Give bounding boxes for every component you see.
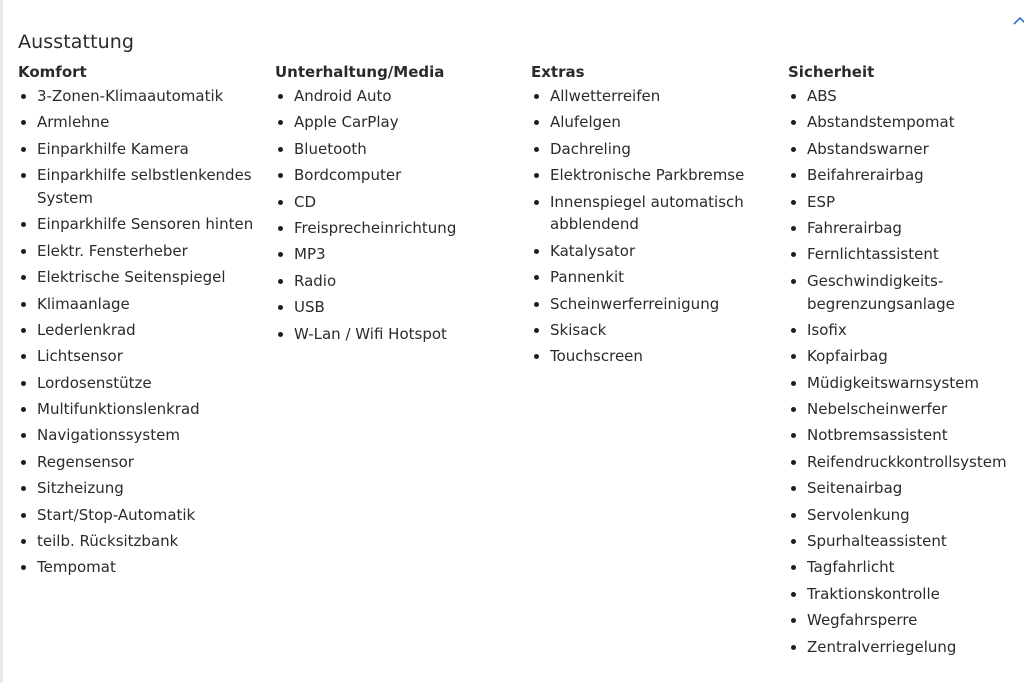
list-item bbox=[275, 191, 515, 214]
list-item-label: Klimaanlage bbox=[37, 294, 130, 313]
list-item bbox=[788, 164, 1018, 187]
bullet-icon bbox=[791, 147, 796, 152]
list-item bbox=[531, 240, 771, 263]
column-heading: Extras bbox=[531, 63, 585, 81]
list-item bbox=[788, 372, 1018, 395]
bullet-icon bbox=[534, 302, 539, 307]
list-item-label: ESP bbox=[807, 192, 836, 211]
list-item-label: Bordcomputer bbox=[294, 166, 402, 185]
bullet-icon bbox=[278, 120, 283, 125]
bullet-icon bbox=[21, 433, 26, 438]
list-item bbox=[18, 556, 258, 579]
list-item-label: Beifahrerairbag bbox=[807, 166, 924, 185]
list-item bbox=[18, 530, 258, 553]
bullet-icon bbox=[278, 332, 283, 337]
list-item-label: Müdigkeitswarnsystem bbox=[807, 373, 980, 392]
list-item bbox=[788, 477, 1018, 500]
list-item-label: Skisack bbox=[550, 320, 607, 339]
list-item-label: USB bbox=[294, 298, 325, 317]
list-item-label: Servolenkung bbox=[807, 505, 910, 524]
bullet-icon bbox=[278, 147, 283, 152]
list-item-label: Seitenairbag bbox=[807, 479, 903, 498]
column-extras bbox=[531, 62, 771, 372]
bullet-icon bbox=[21, 354, 26, 359]
column-heading: Komfort bbox=[18, 63, 87, 81]
list-item-label: Touchscreen bbox=[550, 347, 643, 366]
list-item-label: Lichtsensor bbox=[37, 347, 123, 366]
bullet-icon bbox=[278, 200, 283, 205]
list-item-label: Nebelscheinwerfer bbox=[807, 400, 948, 419]
bullet-icon bbox=[21, 173, 26, 178]
list-item bbox=[531, 164, 771, 187]
list-item bbox=[275, 111, 515, 134]
list-item-label: Geschwindigkeits-begrenzungsanlage bbox=[807, 271, 955, 313]
list-item bbox=[18, 266, 258, 289]
list-item-label: 3-Zonen-Klimaautomatik bbox=[37, 87, 224, 105]
bullet-icon bbox=[791, 565, 796, 570]
bullet-icon bbox=[534, 354, 539, 359]
list-item-label: Abstandstempomat bbox=[807, 113, 955, 132]
list-item bbox=[275, 323, 515, 346]
list-item bbox=[18, 111, 258, 134]
bullet-icon bbox=[791, 200, 796, 205]
list-item-label: Einparkhilfe Kamera bbox=[37, 139, 189, 158]
bullet-icon bbox=[791, 120, 796, 125]
list-item-label: Wegfahrsperre bbox=[807, 611, 918, 630]
list-item-label: ABS bbox=[807, 87, 837, 105]
bullet-icon bbox=[791, 592, 796, 597]
list-item bbox=[18, 293, 258, 316]
list-item-label: Traktionskontrolle bbox=[807, 584, 940, 603]
bullet-icon bbox=[791, 328, 796, 333]
list-item-label: Apple CarPlay bbox=[294, 113, 399, 132]
list-item-label: Einparkhilfe selbstlenkendes System bbox=[37, 166, 252, 207]
list-item bbox=[18, 451, 258, 474]
list-item-label: Armlehne bbox=[37, 113, 110, 132]
feature-list bbox=[275, 85, 515, 345]
list-item-label: Pannenkit bbox=[550, 268, 625, 287]
bullet-icon bbox=[791, 173, 796, 178]
feature-list bbox=[788, 85, 1018, 658]
list-item bbox=[788, 583, 1018, 606]
list-item-label: Reifendruckkontrollsystem bbox=[807, 452, 1007, 471]
list-item-label: Elektronische Parkbremse bbox=[550, 166, 745, 185]
list-item bbox=[275, 138, 515, 161]
list-item-label: CD bbox=[294, 192, 317, 211]
column-sicherheit bbox=[788, 62, 1018, 662]
list-item-label: Innenspiegel automatisch abblendend bbox=[550, 192, 744, 234]
list-item bbox=[531, 85, 771, 108]
list-item-label: Isofix bbox=[807, 320, 847, 339]
bullet-icon bbox=[21, 302, 26, 307]
list-item-label: Alufelgen bbox=[550, 113, 621, 132]
list-item bbox=[788, 111, 1018, 134]
bullet-icon bbox=[21, 486, 26, 491]
list-item bbox=[18, 345, 258, 368]
bullet-icon bbox=[791, 407, 796, 412]
list-item bbox=[18, 398, 258, 421]
bullet-icon bbox=[534, 120, 539, 125]
list-item-label: Freisprecheinrichtung bbox=[294, 218, 457, 237]
bullet-icon bbox=[21, 222, 26, 227]
bullet-icon bbox=[791, 433, 796, 438]
list-item bbox=[788, 398, 1018, 421]
chevron-up-icon[interactable] bbox=[1013, 13, 1024, 27]
bullet-icon bbox=[21, 407, 26, 412]
bullet-icon bbox=[278, 252, 283, 257]
list-item-label: Allwetterreifen bbox=[550, 87, 661, 105]
list-item-label: Spurhalteassistent bbox=[807, 532, 947, 551]
bullet-icon bbox=[21, 565, 26, 570]
list-item bbox=[788, 319, 1018, 342]
column-unterhaltung-media bbox=[275, 62, 515, 349]
list-item bbox=[531, 293, 771, 316]
bullet-icon bbox=[278, 173, 283, 178]
list-item-label: Abstandswarner bbox=[807, 139, 929, 158]
list-item-label: Multifunktionslenkrad bbox=[37, 400, 200, 419]
list-item bbox=[531, 191, 771, 237]
bullet-icon bbox=[791, 618, 796, 623]
list-item-label: Navigationssystem bbox=[37, 426, 180, 445]
section-title: Ausstattung bbox=[18, 30, 135, 53]
left-divider bbox=[0, 0, 3, 683]
list-item bbox=[531, 345, 771, 368]
list-item bbox=[18, 164, 258, 210]
list-item-label: Android Auto bbox=[294, 87, 392, 105]
list-item-label: MP3 bbox=[294, 245, 326, 264]
bullet-icon bbox=[791, 252, 796, 257]
bullet-icon bbox=[791, 539, 796, 544]
list-item-label: Scheinwerferreinigung bbox=[550, 294, 720, 313]
list-item-label: W-Lan / Wifi Hotspot bbox=[294, 324, 447, 343]
list-item-label: Tempomat bbox=[37, 558, 116, 577]
list-item bbox=[18, 138, 258, 161]
list-item bbox=[531, 319, 771, 342]
column-heading: Sicherheit bbox=[788, 63, 875, 81]
bullet-icon bbox=[534, 173, 539, 178]
list-item-label: teilb. Rücksitzbank bbox=[37, 532, 179, 551]
bullet-icon bbox=[21, 147, 26, 152]
bullet-icon bbox=[21, 275, 26, 280]
list-item bbox=[275, 217, 515, 240]
bullet-icon bbox=[791, 381, 796, 386]
list-item bbox=[531, 111, 771, 134]
list-item bbox=[531, 138, 771, 161]
list-item bbox=[18, 424, 258, 447]
bullet-icon bbox=[791, 486, 796, 491]
list-item bbox=[788, 609, 1018, 632]
bullet-icon bbox=[21, 120, 26, 125]
list-item-label: Elektr. Fensterheber bbox=[37, 241, 188, 260]
list-item bbox=[788, 556, 1018, 579]
list-item bbox=[788, 138, 1018, 161]
list-item-label: Zentralverriegelung bbox=[807, 637, 957, 656]
feature-list bbox=[18, 85, 258, 579]
bullet-icon bbox=[534, 147, 539, 152]
list-item-label: Dachreling bbox=[550, 139, 631, 158]
list-item bbox=[788, 345, 1018, 368]
list-item bbox=[18, 319, 258, 342]
bullet-icon bbox=[278, 305, 283, 310]
list-item bbox=[788, 504, 1018, 527]
bullet-icon bbox=[21, 94, 26, 99]
list-item-label: Katalysator bbox=[550, 241, 636, 260]
list-item bbox=[788, 270, 1018, 316]
list-item bbox=[18, 477, 258, 500]
bullet-icon bbox=[21, 460, 26, 465]
bullet-icon bbox=[21, 249, 26, 254]
list-item bbox=[788, 243, 1018, 266]
column-komfort bbox=[18, 62, 258, 583]
list-item-label: Radio bbox=[294, 271, 337, 290]
list-item bbox=[788, 85, 1018, 108]
bullet-icon bbox=[791, 279, 796, 284]
list-item bbox=[275, 296, 515, 319]
bullet-icon bbox=[534, 200, 539, 205]
list-item bbox=[788, 191, 1018, 214]
list-item bbox=[18, 213, 258, 236]
list-item bbox=[788, 636, 1018, 659]
list-item bbox=[275, 85, 515, 108]
bullet-icon bbox=[278, 94, 283, 99]
list-item-label: Lederlenkrad bbox=[37, 320, 136, 339]
bullet-icon bbox=[21, 539, 26, 544]
bullet-icon bbox=[791, 226, 796, 231]
list-item-label: Regensensor bbox=[37, 452, 134, 471]
list-item bbox=[531, 266, 771, 289]
list-item-label: Fahrerairbag bbox=[807, 218, 902, 237]
list-item bbox=[275, 164, 515, 187]
list-item-label: Tagfahrlicht bbox=[807, 558, 895, 577]
feature-list bbox=[531, 85, 771, 368]
list-item-label: Start/Stop-Automatik bbox=[37, 505, 196, 524]
bullet-icon bbox=[534, 328, 539, 333]
bullet-icon bbox=[21, 328, 26, 333]
list-item bbox=[788, 451, 1018, 474]
bullet-icon bbox=[791, 354, 796, 359]
list-item-label: Sitzheizung bbox=[37, 479, 124, 498]
bullet-icon bbox=[791, 645, 796, 650]
bullet-icon bbox=[791, 513, 796, 518]
list-item-label: Lordosenstütze bbox=[37, 373, 152, 392]
list-item-label: Einparkhilfe Sensoren hinten bbox=[37, 215, 254, 234]
list-item bbox=[788, 424, 1018, 447]
list-item bbox=[788, 530, 1018, 553]
list-item bbox=[18, 504, 258, 527]
bullet-icon bbox=[278, 279, 283, 284]
list-item-label: Kopfairbag bbox=[807, 347, 888, 366]
list-item bbox=[275, 243, 515, 266]
bullet-icon bbox=[534, 275, 539, 280]
list-item-label: Elektrische Seitenspiegel bbox=[37, 268, 226, 287]
bullet-icon bbox=[278, 226, 283, 231]
list-item-label: Fernlichtassistent bbox=[807, 245, 939, 264]
list-item bbox=[18, 85, 258, 108]
list-item bbox=[18, 372, 258, 395]
list-item bbox=[275, 270, 515, 293]
bullet-icon bbox=[791, 94, 796, 99]
bullet-icon bbox=[534, 249, 539, 254]
list-item-label: Notbremsassistent bbox=[807, 426, 948, 445]
bullet-icon bbox=[21, 381, 26, 386]
column-heading: Unterhaltung/Media bbox=[275, 63, 445, 81]
bullet-icon bbox=[21, 513, 26, 518]
list-item bbox=[788, 217, 1018, 240]
list-item bbox=[18, 240, 258, 263]
list-item-label: Bluetooth bbox=[294, 139, 367, 158]
bullet-icon bbox=[534, 94, 539, 99]
bullet-icon bbox=[791, 460, 796, 465]
